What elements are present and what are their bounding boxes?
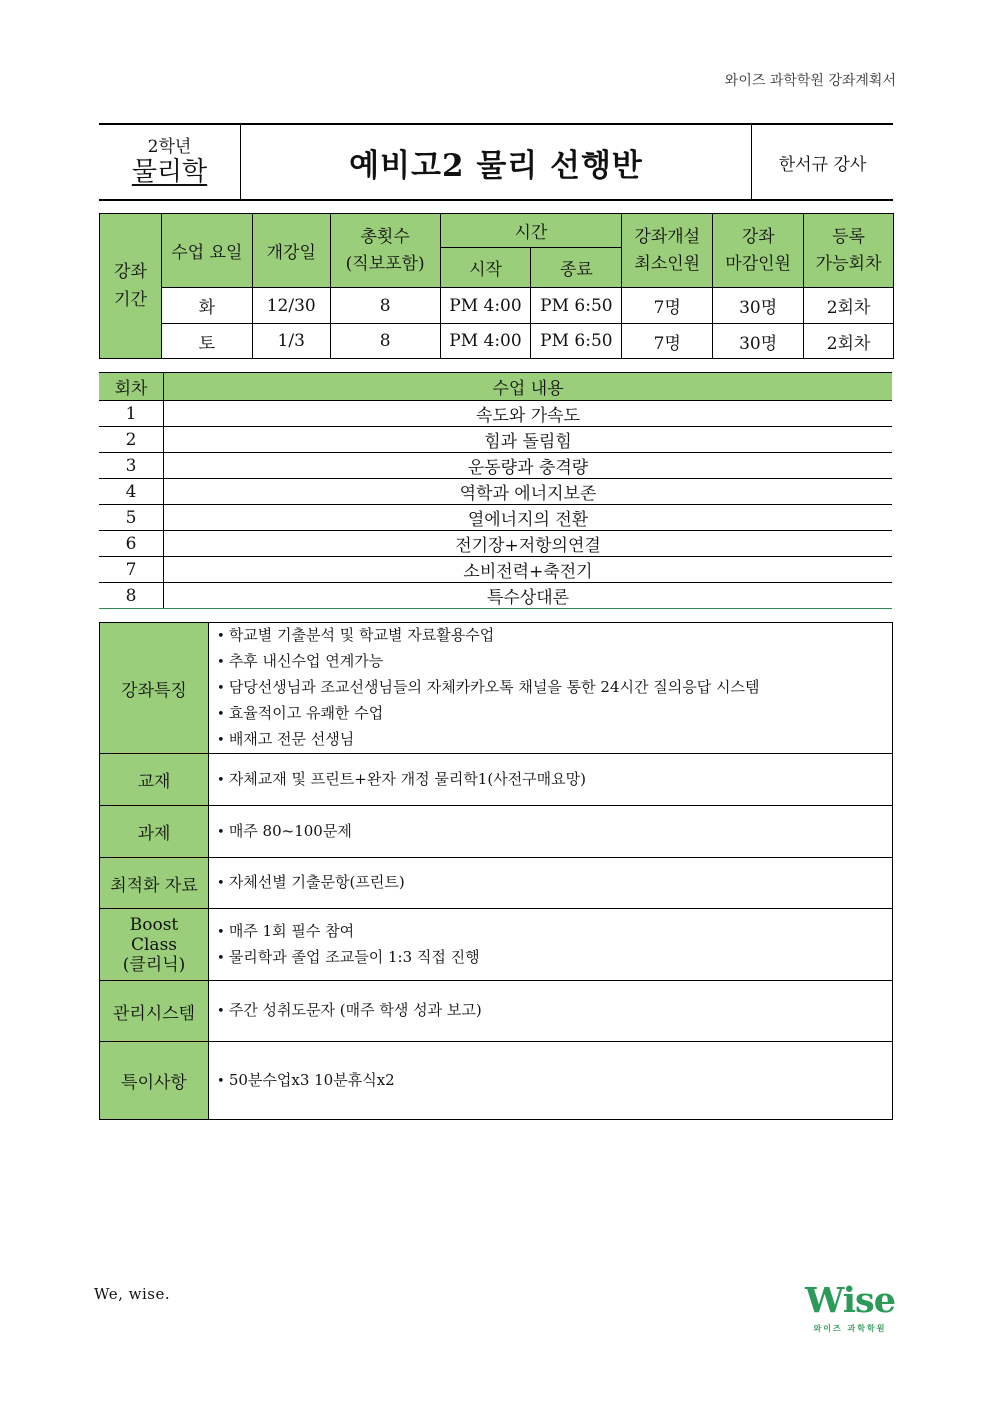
row-total: 8 [330, 324, 440, 359]
list-item: • 물리학과 졸업 조교들이 1:3 직접 진행 [217, 945, 892, 971]
textbook-cell [209, 754, 893, 806]
col-lesson-num: 회차 [99, 373, 164, 401]
lesson-row [99, 427, 892, 453]
schedule-row [100, 288, 894, 324]
list-item: • 학교별 기출분석 및 학교별 자료활용수업 [217, 623, 892, 649]
notes-label: 특이사항 [100, 1042, 209, 1120]
list-item: • 주간 성취도문자 (매주 학생 성과 보고) [217, 998, 892, 1024]
list-item: • 매주 80~100문제 [217, 819, 892, 845]
lesson-row [99, 583, 892, 609]
list-item: • 자체선별 기출문항(프린트) [217, 870, 892, 896]
logo-subtitle: 와이즈 과학학원 [813, 1324, 887, 1333]
lesson-content: 열에너지의 전환 [164, 505, 893, 531]
lesson-content: 힘과 돌림힘 [164, 427, 893, 453]
lesson-content: 전기장+저항의연결 [164, 531, 893, 557]
col-time: 시간 [440, 214, 622, 248]
list-item: • 효율적이고 유쾌한 수업 [217, 701, 892, 727]
subject-label: 물리학 [131, 157, 208, 187]
row-start-date: 12/30 [252, 288, 330, 324]
lesson-content: 소비전력+축전기 [164, 557, 893, 583]
lesson-content: 역학과 에너지보존 [164, 479, 893, 505]
row-time-end: PM 6:50 [531, 288, 622, 324]
col-max: 강좌 마감인원 [713, 214, 804, 288]
row-min: 7명 [622, 324, 713, 359]
row-day: 토 [161, 324, 252, 359]
col-day: 수업 요일 [161, 214, 252, 288]
management-label: 관리시스템 [100, 981, 209, 1042]
lesson-row [99, 531, 892, 557]
col-time-start: 시작 [440, 248, 531, 288]
lesson-row [99, 453, 892, 479]
lesson-content: 특수상대론 [164, 583, 893, 609]
lesson-table [99, 372, 892, 609]
management-cell [209, 981, 893, 1042]
row-min: 7명 [622, 288, 713, 324]
period-label: 강좌 기간 [100, 214, 162, 359]
grade-label: 2학년 [147, 137, 192, 157]
list-item: • 배재고 전문 선생님 [217, 727, 892, 753]
col-total: 총횟수 (직보포함) [330, 214, 440, 288]
teacher-name: 한서규 강사 [752, 124, 894, 200]
lesson-row [99, 401, 892, 427]
col-reg: 등록 가능회차 [804, 214, 894, 288]
characteristics-cell [209, 623, 893, 754]
lesson-num: 3 [99, 453, 164, 479]
lesson-num: 5 [99, 505, 164, 531]
characteristics-label: 강좌특징 [100, 623, 209, 754]
homework-label: 과제 [100, 806, 209, 858]
textbook-label: 교재 [100, 754, 209, 806]
boost-label: Boost Class (클리닉) [100, 909, 209, 981]
schedule-table [99, 213, 894, 359]
characteristics-list [217, 623, 892, 753]
lesson-num: 8 [99, 583, 164, 609]
list-item: • 50분수업x3 10분휴식x2 [217, 1068, 892, 1094]
col-min: 강좌개설 최소인원 [622, 214, 713, 288]
row-total: 8 [330, 288, 440, 324]
list-item: • 담당선생님과 조교선생님들의 자체카카오톡 채널을 통한 24시간 질의응답 시스템 [217, 675, 892, 701]
row-max: 30명 [713, 288, 804, 324]
row-time-end: PM 6:50 [531, 324, 622, 359]
homework-cell [209, 806, 893, 858]
boost-cell [209, 909, 893, 981]
list-item: • 자체교재 및 프린트+완자 개정 물리학1(사전구매요망) [217, 767, 892, 793]
material-label: 최적화 자료 [100, 858, 209, 909]
row-time-start: PM 4:00 [440, 324, 531, 359]
logo-wordmark: Wise [805, 1280, 895, 1321]
list-item: • 추후 내신수업 연계가능 [217, 649, 892, 675]
lesson-num: 7 [99, 557, 164, 583]
lesson-content: 운동량과 충격량 [164, 453, 893, 479]
lesson-num: 1 [99, 401, 164, 427]
grade-subject-cell [99, 124, 241, 200]
row-day: 화 [161, 288, 252, 324]
schedule-row [100, 324, 894, 359]
row-time-start: PM 4:00 [440, 288, 531, 324]
footer-slogan: We, wise. [94, 1285, 171, 1303]
material-cell [209, 858, 893, 909]
col-time-end: 종료 [531, 248, 622, 288]
list-item: • 매주 1회 필수 참여 [217, 919, 892, 945]
course-title: 예비고2 물리 선행반 [241, 124, 752, 200]
lesson-row [99, 479, 892, 505]
lesson-num: 6 [99, 531, 164, 557]
lesson-num: 2 [99, 427, 164, 453]
lesson-num: 4 [99, 479, 164, 505]
features-table [99, 622, 893, 1120]
row-start-date: 1/3 [252, 324, 330, 359]
row-max: 30명 [713, 324, 804, 359]
title-table [99, 123, 893, 201]
row-reg: 2회차 [804, 324, 894, 359]
lesson-row [99, 505, 892, 531]
col-start-date: 개강일 [252, 214, 330, 288]
col-lesson-content: 수업 내용 [164, 373, 893, 401]
document-label: 와이즈 과학학원 강좌계획서 [724, 73, 896, 89]
lesson-row [99, 557, 892, 583]
lesson-content: 속도와 가속도 [164, 401, 893, 427]
wise-logo [800, 1280, 900, 1334]
notes-cell [209, 1042, 893, 1120]
row-reg: 2회차 [804, 288, 894, 324]
